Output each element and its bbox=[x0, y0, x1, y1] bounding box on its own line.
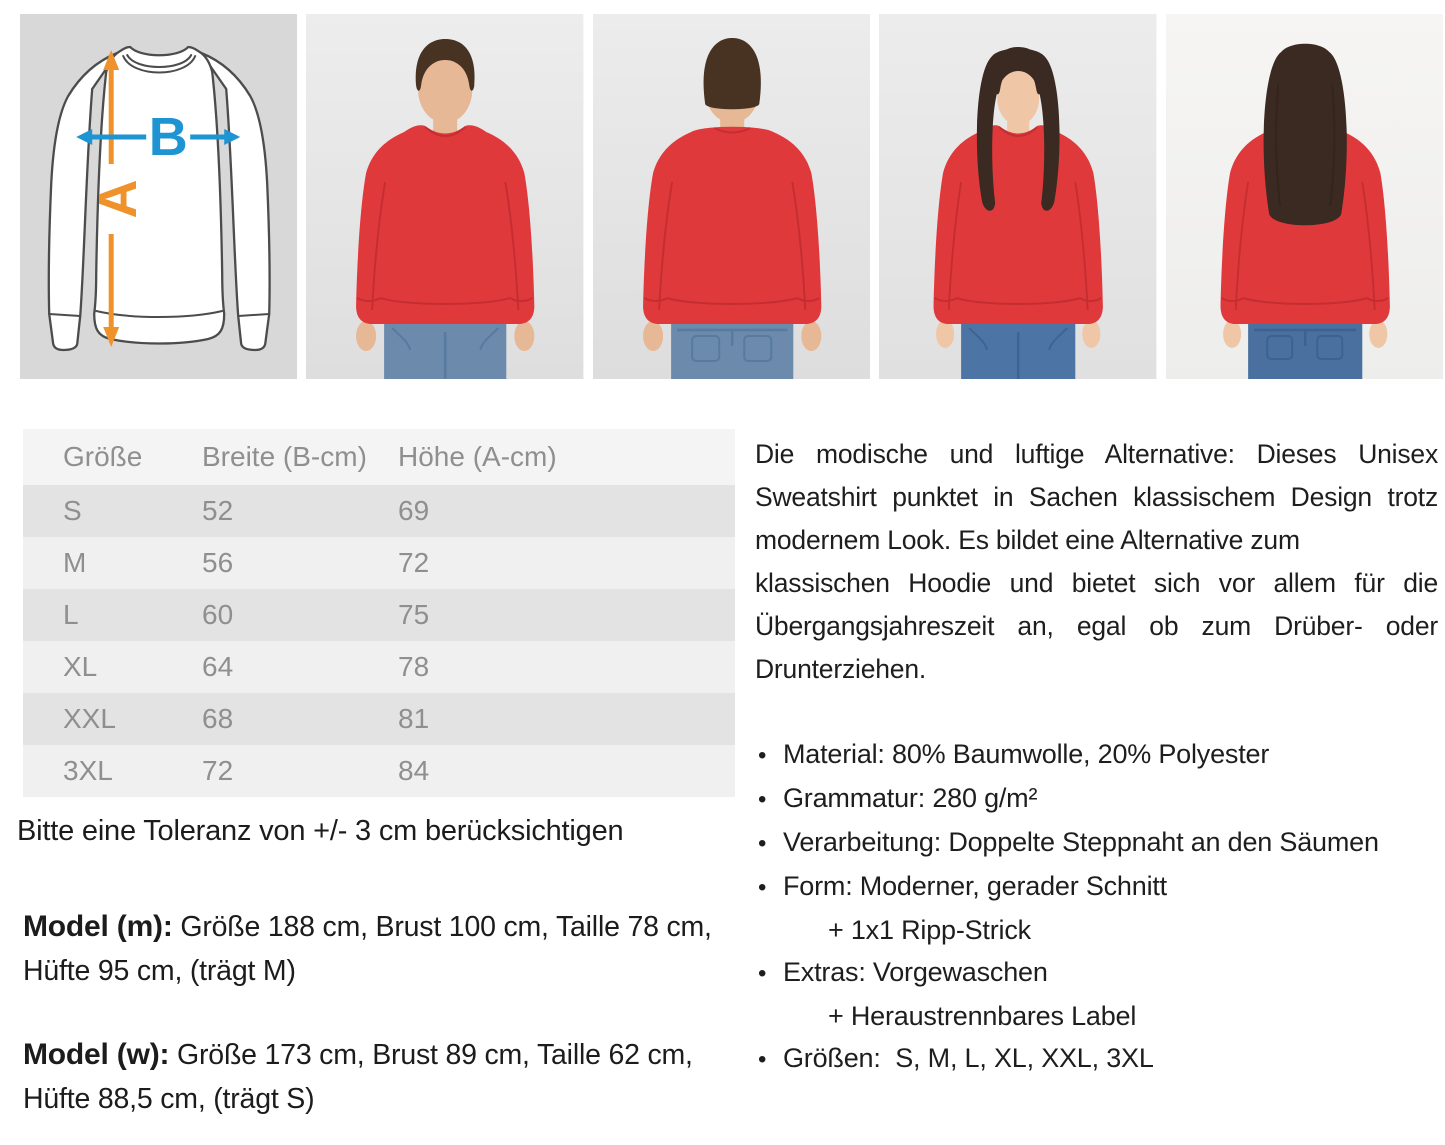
description-line: Die modische und luftige Alternative: Dieses Unisex bbox=[755, 439, 1438, 469]
model-m-label: Model (m): bbox=[23, 910, 173, 943]
feature-item-verarbeitung: • Verarbeitung: Doppelte Steppnaht an den Säumen bbox=[755, 821, 1438, 865]
table-row bbox=[23, 641, 735, 693]
label-a: A bbox=[88, 179, 149, 219]
table-row bbox=[23, 537, 735, 589]
model-w-text: Größe 173 cm, Brust 89 cm, Taille 62 cm, Hüfte 88,5 cm, (trägt S) bbox=[23, 1039, 693, 1115]
table-cell: 3XL bbox=[23, 745, 201, 797]
table-cell: 68 bbox=[201, 693, 397, 745]
bullet-icon: • bbox=[758, 830, 767, 857]
woman-back-photo bbox=[1166, 14, 1443, 379]
bullet-icon: • bbox=[758, 960, 767, 987]
model-w-label: Model (w): bbox=[23, 1038, 170, 1071]
photo-man-front bbox=[306, 14, 583, 379]
model-w-info bbox=[23, 1033, 723, 1121]
sweatshirt-measurement-diagram bbox=[20, 14, 297, 379]
product-image-strip bbox=[0, 0, 1445, 365]
model-m-text: Größe 188 cm, Brust 100 cm, Taille 78 cm, Hüfte 95 cm, (trägt M) bbox=[23, 911, 712, 987]
bullet-icon: • bbox=[758, 874, 767, 901]
label-b: B bbox=[148, 107, 188, 167]
bullet-icon: • bbox=[758, 1046, 767, 1073]
details-section bbox=[0, 365, 1445, 1121]
table-cell: 78 bbox=[397, 641, 735, 693]
table-cell: 69 bbox=[397, 485, 735, 537]
size-info-column bbox=[17, 365, 735, 1121]
table-cell: XL bbox=[23, 641, 201, 693]
feature-item-extras: • Extras: Vorgewaschen + Heraustrennbares Label bbox=[755, 951, 1438, 1037]
bullet-icon: • bbox=[758, 742, 767, 769]
table-cell: XXL bbox=[23, 693, 201, 745]
man-front-photo bbox=[306, 14, 583, 379]
header-cell-width: Breite (B-cm) bbox=[201, 429, 397, 485]
product-description bbox=[755, 433, 1438, 691]
feature-item-material: • Material: 80% Baumwolle, 20% Polyester bbox=[755, 733, 1438, 777]
feature-item-form-extra: + 1x1 Ripp-Strick bbox=[828, 915, 1031, 945]
size-table bbox=[23, 429, 735, 797]
description-line: modernem Look. Es bildet eine Alternative zum bbox=[755, 525, 1300, 555]
feature-item-grammatur: • Grammatur: 280 g/m² bbox=[755, 777, 1438, 821]
description-line: Drunterziehen. bbox=[755, 654, 927, 684]
table-row bbox=[23, 485, 735, 537]
table-row bbox=[23, 693, 735, 745]
table-cell: 81 bbox=[397, 693, 735, 745]
header-cell-size: Größe bbox=[23, 429, 201, 485]
sweatshirt-outline bbox=[49, 47, 270, 350]
size-diagram-tile bbox=[20, 14, 297, 379]
table-cell: 64 bbox=[201, 641, 397, 693]
description-line: Übergangsjahreszeit an, egal ob zum Drüber- oder bbox=[755, 611, 1438, 641]
table-cell: 52 bbox=[201, 485, 397, 537]
header-cell-height: Höhe (A-cm) bbox=[397, 429, 735, 485]
tolerance-note: Bitte eine Toleranz von +/- 3 cm berücksichtigen bbox=[17, 815, 624, 847]
photo-woman-back bbox=[1166, 14, 1443, 379]
description-line: klassischen Hoodie und bietet sich vor allem für die bbox=[755, 568, 1438, 598]
model-m-info bbox=[23, 905, 723, 993]
description-column bbox=[755, 365, 1440, 1081]
photo-man-back bbox=[593, 14, 870, 379]
photo-woman-front bbox=[879, 14, 1156, 379]
table-cell: 75 bbox=[397, 589, 735, 641]
size-table-header-row bbox=[23, 429, 735, 485]
table-cell: 72 bbox=[397, 537, 735, 589]
table-cell: 56 bbox=[201, 537, 397, 589]
table-cell: 72 bbox=[201, 745, 397, 797]
woman-front-photo bbox=[879, 14, 1156, 379]
table-cell: M bbox=[23, 537, 201, 589]
table-row bbox=[23, 589, 735, 641]
feature-list bbox=[755, 733, 1438, 1081]
table-cell: L bbox=[23, 589, 201, 641]
description-line: Sweatshirt punktet in Sachen klassischem Design trotz bbox=[755, 482, 1438, 512]
table-cell: 84 bbox=[397, 745, 735, 797]
feature-item-groessen: • Größen: S, M, L, XL, XXL, 3XL bbox=[755, 1037, 1438, 1081]
man-back-photo bbox=[593, 14, 870, 379]
feature-item-extras-extra: + Heraustrennbares Label bbox=[828, 1001, 1137, 1031]
bullet-icon: • bbox=[758, 786, 767, 813]
feature-item-form: • Form: Moderner, gerader Schnitt + 1x1 Ripp-Strick bbox=[755, 865, 1438, 951]
table-row bbox=[23, 745, 735, 797]
table-cell: S bbox=[23, 485, 201, 537]
table-cell: 60 bbox=[201, 589, 397, 641]
